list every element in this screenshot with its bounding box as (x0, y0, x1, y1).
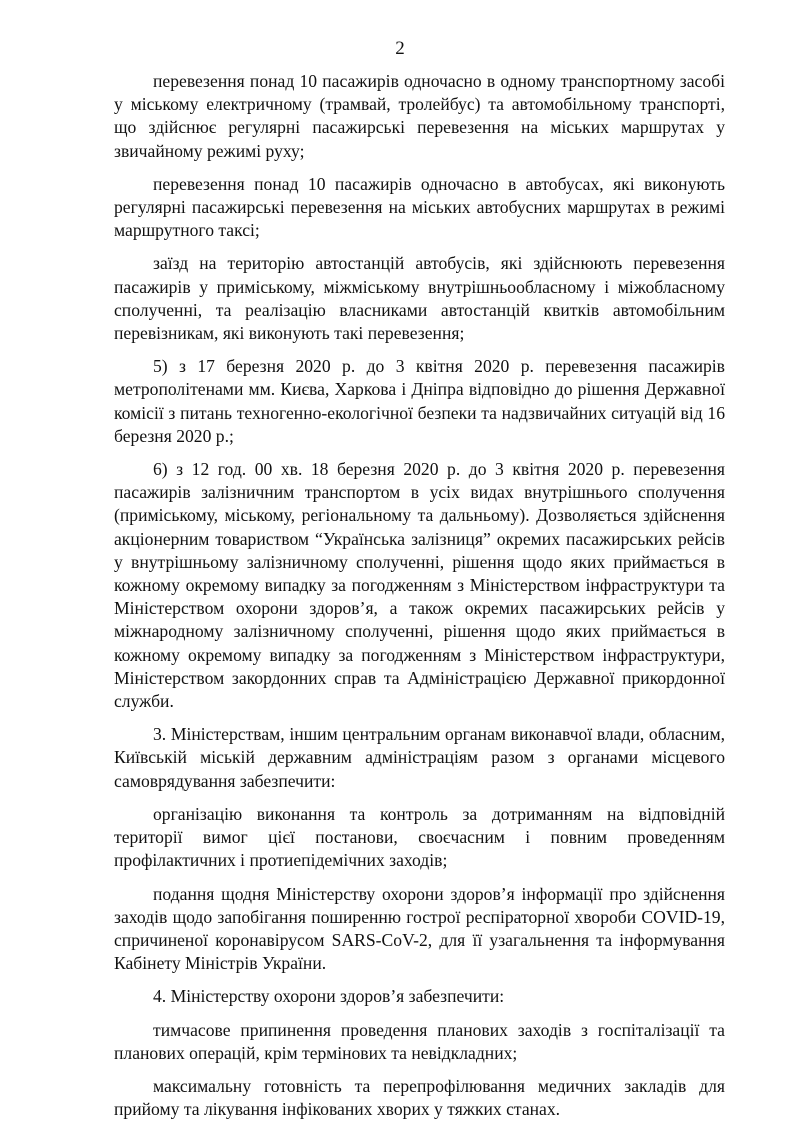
paragraph-section-3: 3. Міністерствам, іншим центральним органам виконавчої влади, обласним, Київській міській державним адміністраціям разом з органами місцевого самоврядування забезпечити: (114, 724, 725, 791)
paragraph-transport-taxi: перевезення понад 10 пасажирів одночасно в автобусах, які виконують регулярні пасажирські перевезення на міських автобусних маршрутах в режимі маршрутного таксі; (114, 173, 725, 241)
paragraph-section-3-reporting: подання щодня Міністерству охорони здоров’я інформації про здійснення заходів щодо запобігання поширенню гострої респіраторної хвороби COVID-19, спричиненої коронавірусом SARS-CoV-2, для її узагальнення та інформування Кабінету Міністрів України. (114, 883, 725, 974)
page-number: 2 (395, 38, 405, 59)
paragraph-section-4-planned: тимчасове припинення проведення планових заходів з госпіталізації та планових операцій, крім термінових та невідкладних; (114, 1019, 725, 1063)
paragraph-bus-stations: заїзд на територію автостанцій автобусів, які здійснюють перевезення пасажирів у приміському, міжміському внутрішньообласному і міжобласному сполученні, та реалізацію власниками автостанцій квитків автомобільним перевізникам, які виконують такі перевезення; (114, 253, 725, 344)
paragraph-item-5-metro: 5) з 17 березня 2020 р. до 3 квітня 2020 р. перевезення пасажирів метрополітенами мм. Києва, Харкова і Дніпра відповідно до рішення Державної комісії з питань техногенно-екологічної безпеки та надзвичайних ситуацій від 16 березня 2020 р.; (114, 356, 725, 446)
paragraph-section-4: 4. Міністерству охорони здоров’я забезпечити: (153, 986, 505, 1007)
document-body (114, 70, 725, 1131)
paragraph-transport-urban: перевезення понад 10 пасажирів одночасно в одному транспортному засобі у міському електричному (трамвай, тролейбус) та автомобільному транспорті, що здійснює регулярні пасажирські перевезення на міських маршрутах у звичайному режимі руху; (114, 71, 725, 161)
paragraph-item-6-rail: 6) з 12 год. 00 хв. 18 березня 2020 р. до 3 квітня 2020 р. перевезення пасажирів залізничним транспортом в усіх видах внутрішнього сполучення (приміському, міському, регіональному та дальньому). Дозволяється здійснення акціонерним товариством “Українська залізниця” окремих пасажирських рейсів у внутрішньому залізничному сполученні, рішення щодо яких приймається в кожному окремому випадку за погодженням з Міністерством інфраструктури та Міністерством охорони здоров’я, а також окремих пасажирських рейсів у міжнародному залізничному сполученні, рішення щодо яких приймається в кожному окремому випадку за погодженням з Міністерством інфраструктури, Міністерством закордонних справ та Адміністрацією Державної прикордонної служби. (114, 459, 725, 712)
paragraph-section-4-readiness: максимальну готовність та перепрофілювання медичних закладів для прийому та лікування інфікованих хворих у тяжких станах. (114, 1075, 725, 1120)
paragraph-section-3-control: організацію виконання та контроль за дотриманням на відповідній території вимог цієї постанови, своєчасним і повним проведенням профілактичних і протиепідемічних заходів; (114, 803, 725, 871)
